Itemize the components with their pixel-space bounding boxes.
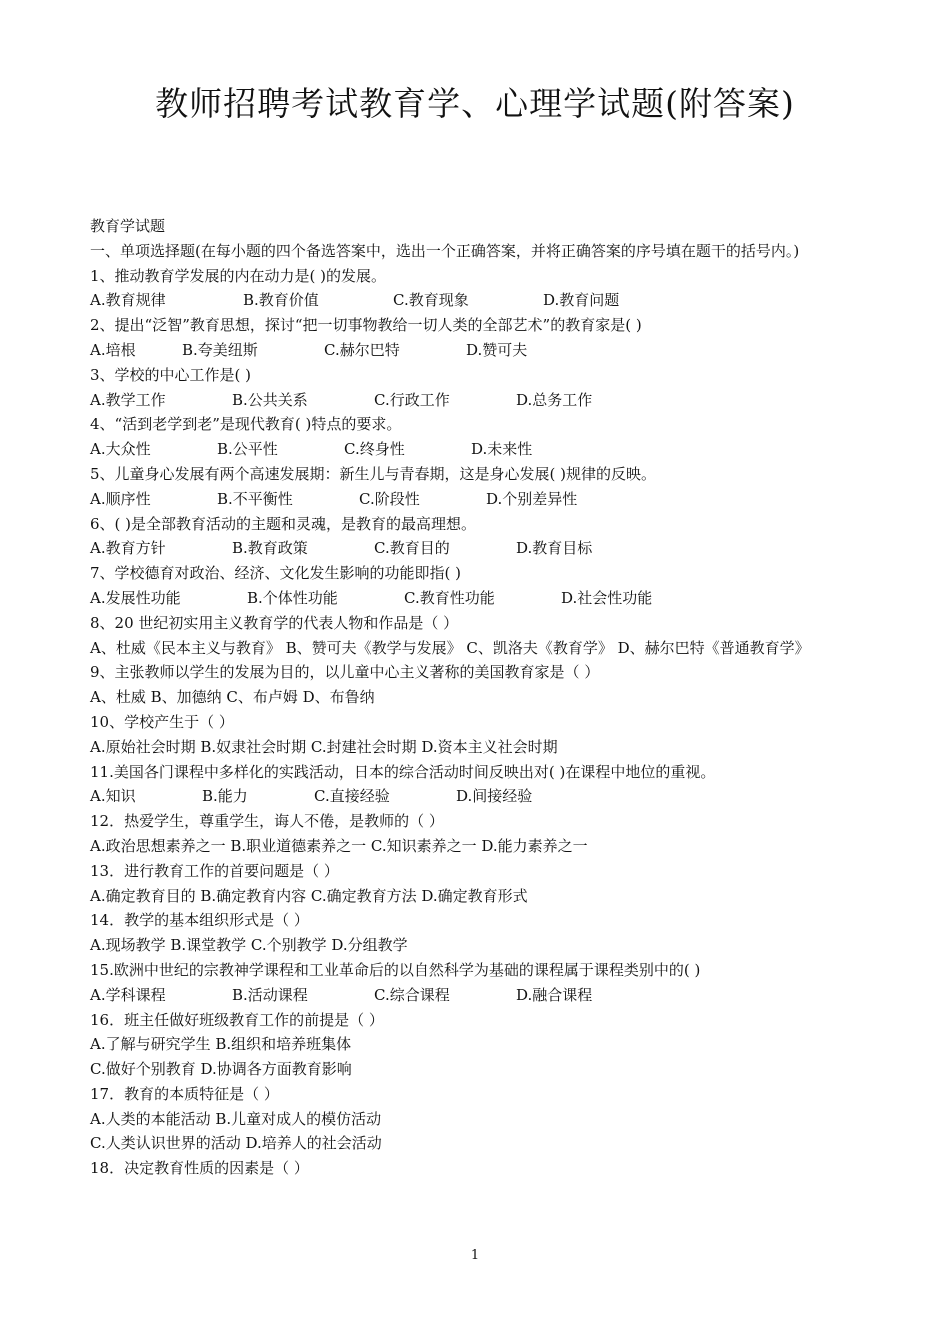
question-stem: 5、儿童身心发展有两个高速发展期：新生儿与青春期，这是身心发展( )规律的反映。 [90, 464, 657, 483]
answer-option: C.行政工作 [374, 390, 450, 409]
answer-options [90, 983, 872, 1008]
question-stem: 1、推动教育学发展的内在动力是( )的发展。 [90, 266, 387, 285]
answer-option: B.教育价值 [243, 291, 319, 310]
answer-option: A.教育规律 [90, 291, 166, 310]
answer-option: D.总务工作 [516, 390, 593, 409]
answer-option: A.教学工作 [90, 390, 166, 409]
answer-option: A.知识 [90, 787, 136, 806]
answer-option: B.公平性 [217, 440, 278, 459]
answer-option: D.融合课程 [516, 985, 593, 1004]
question-stem: 16．班主任做好班级教育工作的前提是（ ） [90, 1010, 384, 1029]
answer-options [90, 586, 872, 611]
answer-option: C.教育目的 [374, 539, 450, 558]
answer-option: A.学科课程 [90, 985, 166, 1004]
answer-options: A.了解与研究学生 B.组织和培养班集体 [90, 1035, 352, 1054]
document-title: 教师招聘考试教育学、心理学试题(附答案) [155, 84, 795, 123]
answer-options: A.现场教学 B.课堂教学 C.个别教学 D.分组教学 [90, 936, 408, 955]
answer-options: C.做好个别教育 D.协调各方面教育影响 [90, 1060, 352, 1079]
answer-option: B.能力 [202, 787, 248, 806]
answer-option: C.教育现象 [393, 291, 469, 310]
answer-option: A.发展性功能 [90, 588, 181, 607]
answer-options [90, 487, 872, 512]
answer-option: C.阶段性 [359, 489, 420, 508]
answer-options: A.确定教育目的 B.确定教育内容 C.确定教育方法 D.确定教育形式 [90, 886, 528, 905]
answer-option: D.社会性功能 [561, 588, 653, 607]
answer-options: A、杜威《民本主义与教育》 B、赞可夫《教学与发展》 C、凯洛夫《教育学》 D、赫尔巴特《普通教育学》 [90, 638, 810, 657]
answer-options [90, 288, 872, 313]
answer-option: C.教育性功能 [404, 588, 495, 607]
section-heading: 教育学试题 [90, 217, 166, 235]
question-stem: 14．教学的基本组织形式是（ ） [90, 911, 309, 930]
answer-options [90, 536, 872, 561]
question-list [90, 264, 872, 1181]
answer-option: D.个别差异性 [486, 489, 578, 508]
question-stem: 6、( )是全部教育活动的主题和灵魂，是教育的最高理想。 [90, 514, 477, 533]
answer-option: B.个体性功能 [247, 588, 338, 607]
question-stem: 11.美国各门课程中多样化的实践活动，日本的综合活动时间反映出对( )在课程中地位的重视。 [90, 762, 716, 781]
answer-option: B.活动课程 [232, 985, 308, 1004]
question-stem: 8、20 世纪初实用主义教育学的代表人物和作品是（ ） [90, 613, 459, 632]
question-stem: 15.欧洲中世纪的宗教神学课程和工业革命后的以自然科学为基础的课程属于课程类别中的( ) [90, 960, 701, 979]
answer-option: D.教育目标 [516, 539, 593, 558]
answer-options: A、杜威 B、加德纳 C、布卢姆 D、布鲁纳 [90, 688, 375, 707]
answer-option: C.赫尔巴特 [324, 340, 400, 359]
answer-option: B.公共关系 [232, 390, 308, 409]
question-stem: 7、学校德育对政治、经济、文化发生影响的功能即指( ) [90, 564, 462, 583]
answer-option: D.间接经验 [456, 787, 533, 806]
answer-option: D.教育问题 [543, 291, 620, 310]
answer-option: D.未来性 [471, 440, 533, 459]
answer-options: A.政治思想素养之一 B.职业道德素养之一 C.知识素养之一 D.能力素养之一 [90, 836, 588, 855]
answer-option: C.综合课程 [374, 985, 450, 1004]
answer-option: A.教育方针 [90, 539, 166, 558]
page-number: 1 [470, 1248, 480, 1263]
answer-options: A.原始社会时期 B.奴隶社会时期 C.封建社会时期 D.资本主义社会时期 [90, 737, 558, 756]
answer-options: C.人类认识世界的活动 D.培养人的社会活动 [90, 1134, 382, 1153]
answer-option: B.不平衡性 [217, 489, 293, 508]
answer-option: C.终身性 [344, 440, 405, 459]
answer-options [90, 437, 872, 462]
answer-option: A.大众性 [90, 440, 151, 459]
question-stem: 18．决定教育性质的因素是（ ） [90, 1159, 309, 1178]
question-stem: 4、“活到老学到老”是现代教育( )特点的要求。 [90, 415, 402, 434]
answer-option: B.教育政策 [232, 539, 308, 558]
question-stem: 12．热爱学生，尊重学生，诲人不倦，是教师的（ ） [90, 812, 444, 831]
answer-options [90, 784, 872, 809]
document-body [90, 214, 872, 1181]
question-stem: 3、学校的中心工作是( ) [90, 365, 252, 384]
answer-option: C.直接经验 [314, 787, 390, 806]
answer-option: A.顺序性 [90, 489, 151, 508]
instructions: 一、单项选择题(在每小题的四个备选答案中，选出一个正确答案，并将正确答案的序号填在题干的括号内。) [90, 241, 800, 260]
answer-options: A.人类的本能活动 B.儿童对成人的模仿活动 [90, 1109, 382, 1128]
question-stem: 2、提出“泛智”教育思想，探讨“把一切事物教给一切人类的全部艺术”的教育家是( ) [90, 316, 642, 335]
answer-option: A.培根 [90, 340, 136, 359]
answer-option: B.夸美纽斯 [182, 340, 258, 359]
question-stem: 9、主张教师以学生的发展为目的，以儿童中心主义著称的美国教育家是（ ） [90, 663, 600, 682]
answer-options [90, 388, 872, 413]
answer-options [90, 338, 872, 363]
question-stem: 17．教育的本质特征是（ ） [90, 1084, 279, 1103]
question-stem: 10、学校产生于（ ） [90, 712, 234, 731]
answer-option: D.赞可夫 [466, 340, 528, 359]
question-stem: 13．进行教育工作的首要问题是（ ） [90, 861, 339, 880]
